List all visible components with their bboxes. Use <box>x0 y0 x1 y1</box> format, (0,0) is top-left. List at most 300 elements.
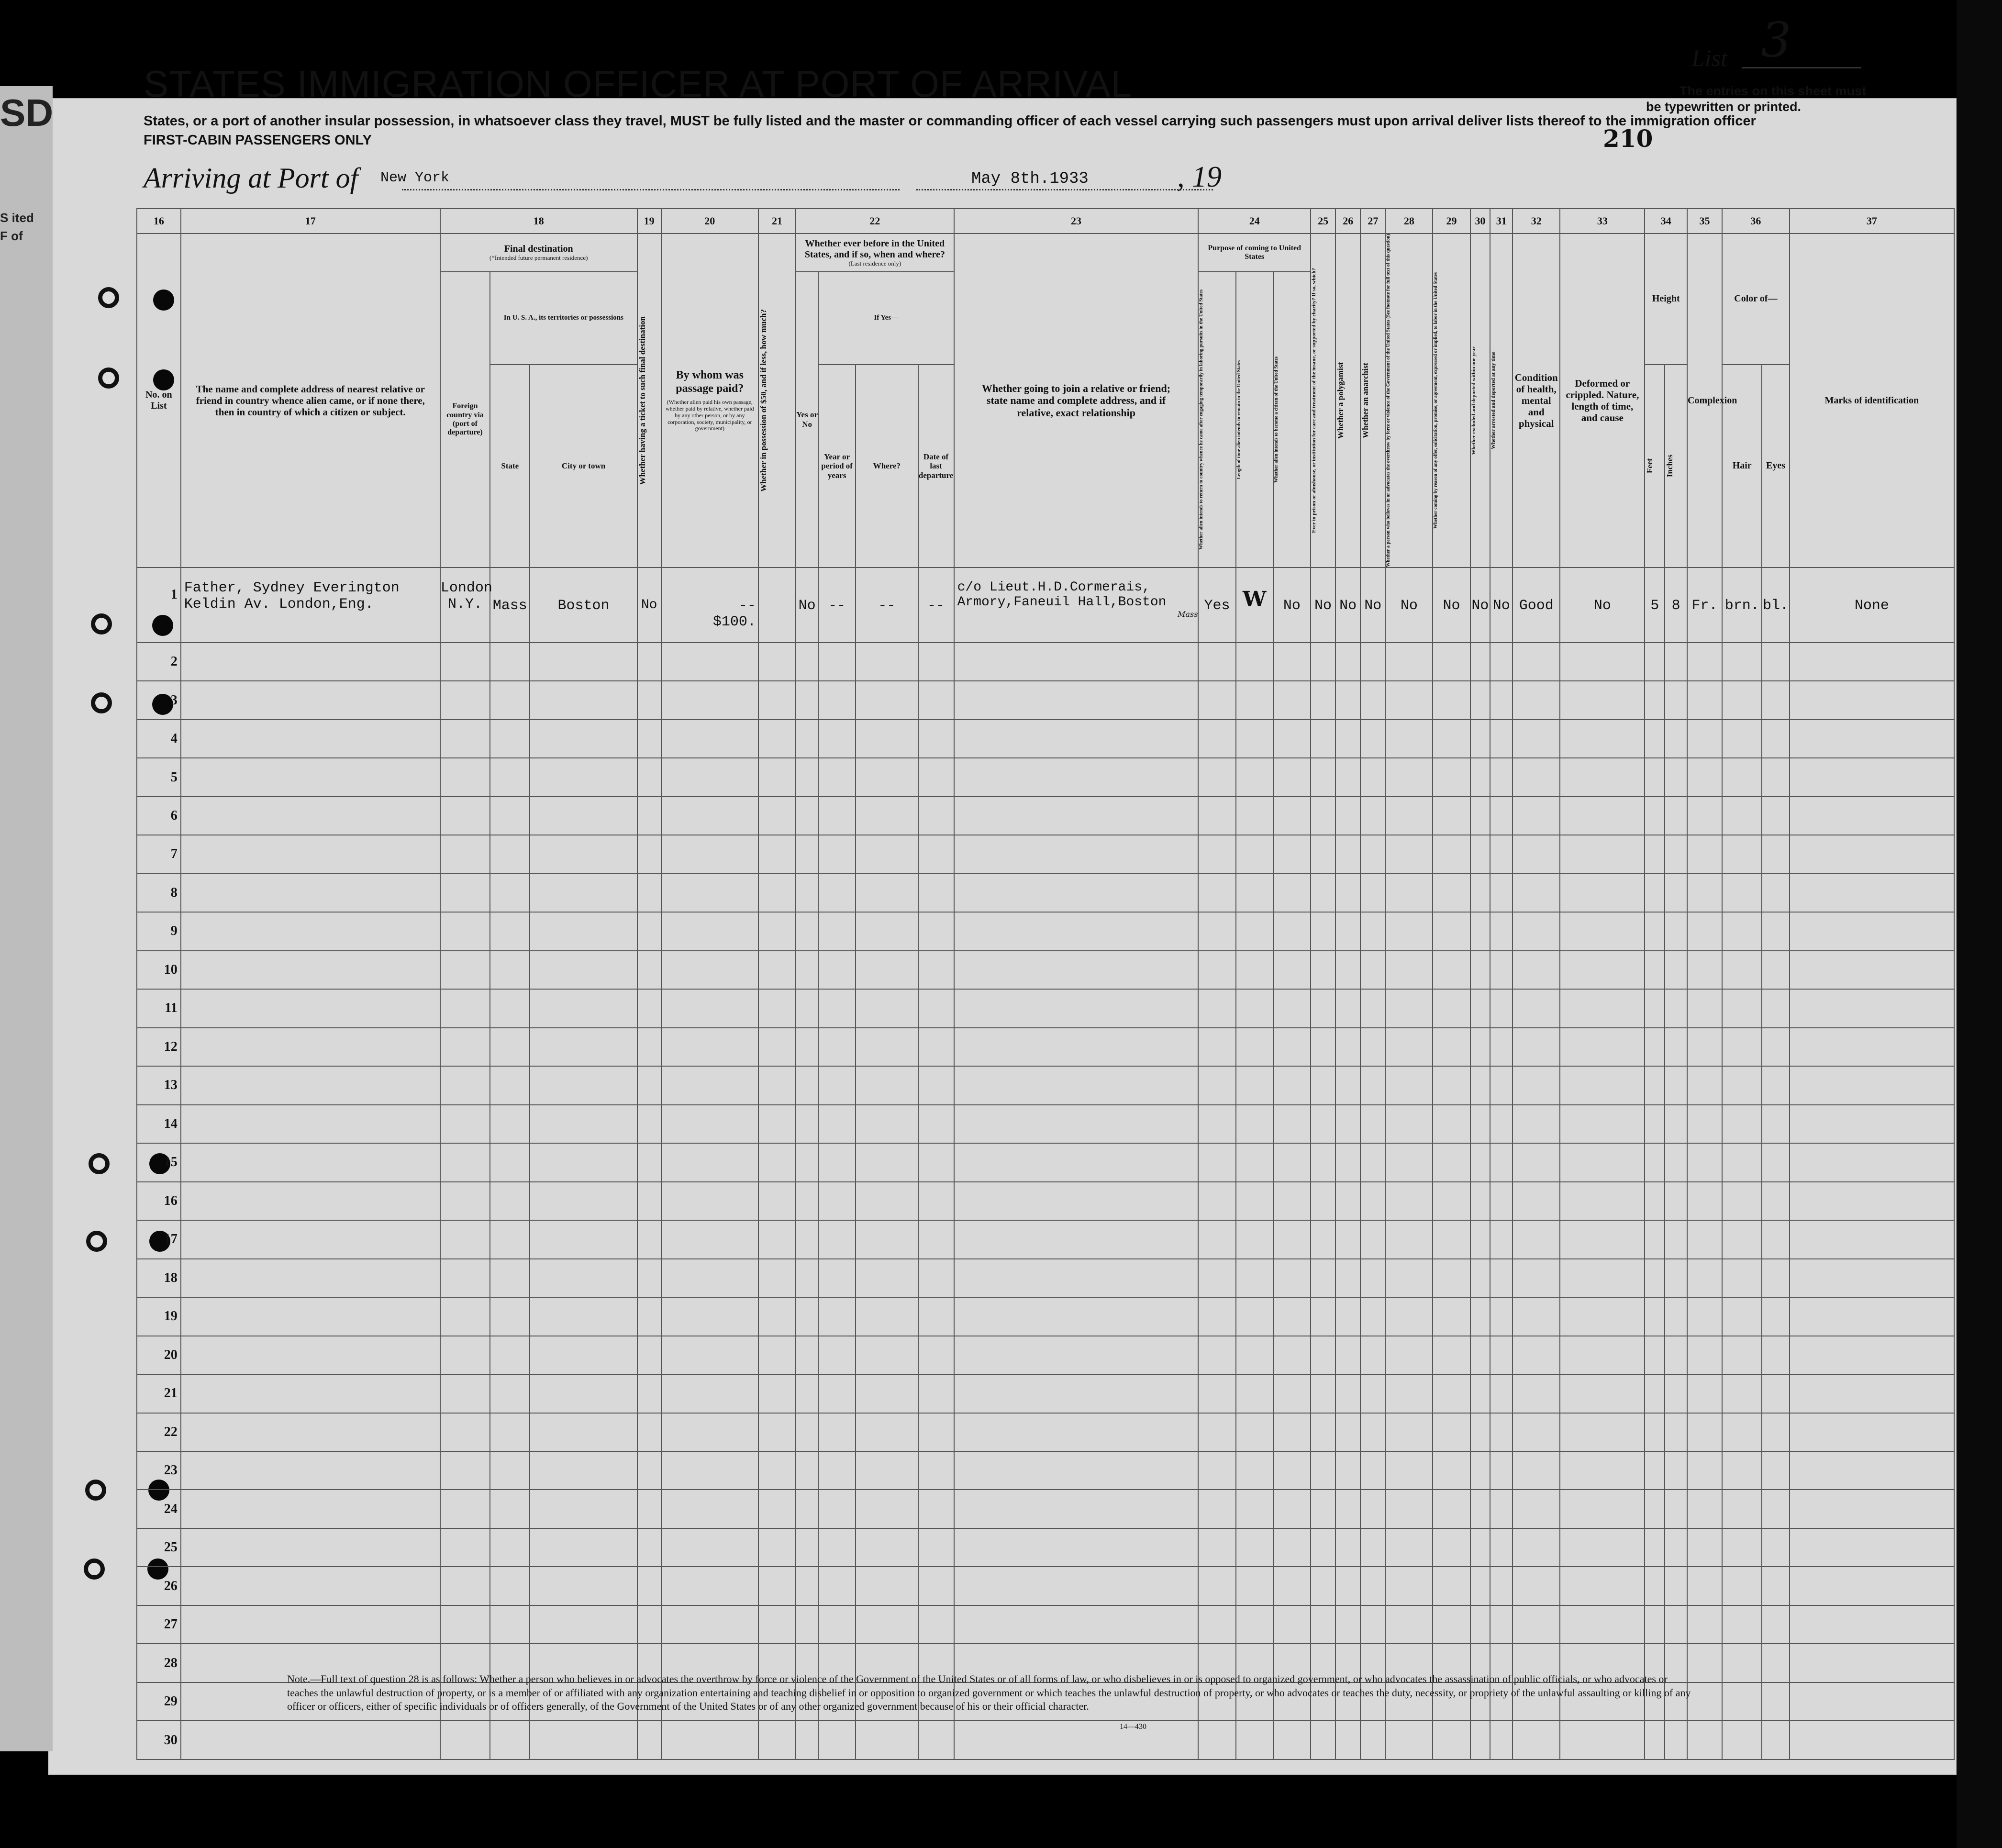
empty-cell <box>1762 1605 1789 1644</box>
money-value: $100. <box>712 614 756 631</box>
empty-cell <box>637 720 661 758</box>
col-31-header <box>1490 234 1513 568</box>
empty-cell <box>1385 835 1433 873</box>
empty-cell <box>758 1567 796 1605</box>
empty-cell <box>954 681 1199 719</box>
col-26-header <box>1335 234 1360 568</box>
empty-cell <box>440 1297 490 1336</box>
line-number: 6 <box>137 797 181 835</box>
empty-cell <box>1385 1605 1433 1644</box>
empty-cell <box>1433 797 1470 835</box>
empty-cell <box>856 989 918 1027</box>
empty-cell <box>856 1220 918 1258</box>
empty-cell <box>1273 951 1311 989</box>
empty-cell <box>1722 1644 1762 1682</box>
empty-cell <box>1722 1413 1762 1451</box>
empty-cell <box>1645 1490 1665 1528</box>
empty-cell <box>1236 1028 1273 1066</box>
empty-cell <box>637 1490 661 1528</box>
empty-cell <box>490 1451 530 1490</box>
col-22-title: Whether ever before in the United States, and if so, when and where? <box>804 238 945 260</box>
empty-cell <box>490 951 530 989</box>
empty-cell <box>637 1451 661 1490</box>
empty-cell <box>856 1567 918 1605</box>
empty-cell <box>1687 1374 1722 1413</box>
page-title: STATES IMMIGRATION OFFICER AT PORT OF ARRIVAL <box>144 63 1133 105</box>
empty-cell <box>758 758 796 796</box>
empty-cell <box>661 1567 758 1605</box>
empty-cell <box>1762 1182 1789 1220</box>
paid-by-cell <box>661 568 758 643</box>
col-19-text: Whether having a ticket to such final destination <box>637 316 647 485</box>
empty-cell <box>796 1374 818 1413</box>
empty-cell <box>1198 1297 1235 1336</box>
citizen-cell: No <box>1273 568 1311 643</box>
empty-cell <box>1360 1297 1385 1336</box>
empty-cell <box>954 951 1199 989</box>
empty-cell <box>1198 1721 1235 1759</box>
empty-cell <box>1273 874 1311 912</box>
col-num-31: 31 <box>1490 209 1513 234</box>
empty-cell <box>1236 1605 1273 1644</box>
table-row <box>137 1143 1954 1181</box>
empty-cell <box>1433 1374 1470 1413</box>
empty-cell <box>1433 1490 1470 1528</box>
empty-cell <box>181 1528 440 1567</box>
empty-cell <box>796 1336 818 1374</box>
col-36-header: Color of— <box>1722 234 1790 365</box>
empty-cell <box>637 1336 661 1374</box>
col-22-where-header: Where? <box>856 365 918 568</box>
empty-cell <box>856 1259 918 1297</box>
empty-cell <box>1560 874 1645 912</box>
empty-cell <box>1273 912 1311 950</box>
empty-cell <box>818 1605 856 1644</box>
empty-cell <box>1236 720 1273 758</box>
empty-cell <box>918 1028 954 1066</box>
empty-cell <box>637 989 661 1027</box>
empty-cell <box>918 1374 954 1413</box>
empty-cell <box>1645 1374 1665 1413</box>
empty-cell <box>530 1182 637 1220</box>
col-23-header: Whether going to join a relative or friend; state name and complete address, and if relative, exact relationship <box>954 234 1199 568</box>
empty-cell <box>1360 1374 1385 1413</box>
empty-cell <box>1335 951 1360 989</box>
empty-cell <box>1762 1567 1789 1605</box>
empty-cell <box>1311 1028 1335 1066</box>
col-22-ifyes-header: If Yes— <box>818 272 954 365</box>
empty-cell <box>1790 1066 1954 1104</box>
empty-cell <box>637 1066 661 1104</box>
empty-cell <box>758 1220 796 1258</box>
line-number: 23 <box>137 1451 181 1490</box>
empty-cell <box>1665 1143 1687 1181</box>
empty-cell <box>1687 1182 1722 1220</box>
col-22-yesno-header: Yes or No <box>796 272 818 568</box>
empty-cell <box>918 1143 954 1181</box>
empty-cell <box>796 1451 818 1490</box>
empty-cell <box>1645 1336 1665 1374</box>
empty-cell <box>181 1105 440 1143</box>
empty-cell <box>818 1143 856 1181</box>
empty-cell <box>1722 874 1762 912</box>
empty-cell <box>1360 1567 1385 1605</box>
empty-cell <box>1236 797 1273 835</box>
arrested-cell: No <box>1490 568 1513 643</box>
empty-cell <box>1490 758 1513 796</box>
empty-cell <box>1311 1490 1335 1528</box>
empty-cell <box>1273 681 1311 719</box>
empty-cell <box>661 1374 758 1413</box>
empty-cell <box>1687 1605 1722 1644</box>
col-num-36: 36 <box>1722 209 1790 234</box>
empty-cell <box>1687 681 1722 719</box>
binder-hole <box>91 613 112 635</box>
empty-cell <box>796 797 818 835</box>
empty-cell <box>1513 1220 1560 1258</box>
empty-cell <box>1722 681 1762 719</box>
empty-cell <box>1790 1182 1954 1220</box>
empty-cell <box>1335 1182 1360 1220</box>
empty-cell <box>440 951 490 989</box>
col-22-note: (Last residence only) <box>848 259 901 267</box>
empty-cell <box>1198 835 1235 873</box>
empty-cell <box>856 1336 918 1374</box>
empty-cell <box>1645 951 1665 989</box>
col-27-text: Whether an anarchist <box>1361 362 1370 439</box>
empty-cell <box>1198 1066 1235 1104</box>
empty-cell <box>1687 1297 1722 1336</box>
table-row <box>137 1567 1954 1605</box>
empty-cell <box>1665 720 1687 758</box>
empty-cell <box>1762 874 1789 912</box>
table-row <box>137 1605 1954 1644</box>
empty-cell <box>661 643 758 681</box>
empty-cell <box>661 1451 758 1490</box>
empty-cell <box>1560 912 1645 950</box>
empty-cell <box>1790 1528 1954 1567</box>
empty-cell <box>1198 1451 1235 1490</box>
line-number: 10 <box>137 951 181 989</box>
empty-cell <box>1762 1528 1789 1567</box>
empty-cell <box>1645 989 1665 1027</box>
empty-cell <box>490 1413 530 1451</box>
empty-cell <box>1560 1105 1645 1143</box>
empty-cell <box>1687 835 1722 873</box>
empty-cell <box>1762 681 1789 719</box>
empty-cell <box>530 1605 637 1644</box>
empty-cell <box>1335 720 1360 758</box>
empty-cell <box>1433 720 1470 758</box>
col-24c-header <box>1273 272 1311 568</box>
empty-cell <box>1385 912 1433 950</box>
col-36-hair-header: Hair <box>1722 365 1762 568</box>
empty-cell <box>1687 1490 1722 1528</box>
empty-cell <box>1360 1259 1385 1297</box>
empty-cell <box>1273 1143 1311 1181</box>
empty-cell <box>818 874 856 912</box>
empty-cell <box>1385 1528 1433 1567</box>
empty-cell <box>1790 1451 1954 1490</box>
empty-cell <box>1311 1605 1335 1644</box>
empty-cell <box>1433 1721 1470 1759</box>
empty-cell <box>1790 1105 1954 1143</box>
empty-cell <box>796 1528 818 1567</box>
col-num-16: 16 <box>137 209 181 234</box>
empty-cell <box>1311 1528 1335 1567</box>
col-18-state-header: State <box>490 365 530 568</box>
col-22-year-header: Year or period of years <box>818 365 856 568</box>
empty-cell <box>758 1336 796 1374</box>
empty-cell <box>1790 1644 1954 1682</box>
empty-cell <box>1645 1182 1665 1220</box>
empty-cell <box>818 1066 856 1104</box>
paid-by-value: -- <box>738 598 756 614</box>
empty-cell <box>440 1413 490 1451</box>
empty-cell <box>530 1259 637 1297</box>
empty-cell <box>1360 1066 1385 1104</box>
empty-cell <box>1273 720 1311 758</box>
empty-cell <box>490 1259 530 1297</box>
empty-cell <box>1560 758 1645 796</box>
entries-note-2: be typewritten or printed. <box>1646 100 1802 114</box>
empty-cell <box>1360 1220 1385 1258</box>
empty-cell <box>1433 1297 1470 1336</box>
empty-cell <box>181 1143 440 1181</box>
empty-cell <box>530 951 637 989</box>
empty-cell <box>1665 874 1687 912</box>
empty-cell <box>818 1528 856 1567</box>
empty-cell <box>1722 1066 1762 1104</box>
line-number: 15 <box>137 1143 181 1181</box>
empty-cell <box>490 1220 530 1258</box>
empty-cell <box>181 1413 440 1451</box>
empty-cell <box>181 1490 440 1528</box>
empty-cell <box>490 1143 530 1181</box>
empty-cell <box>1236 989 1273 1027</box>
length-cell: W <box>1236 568 1273 643</box>
marks-cell: None <box>1790 568 1954 643</box>
empty-cell <box>1360 1413 1385 1451</box>
empty-cell <box>1665 989 1687 1027</box>
empty-cell <box>1470 1105 1490 1143</box>
empty-cell <box>1470 1413 1490 1451</box>
line-number: 2 <box>137 643 181 681</box>
empty-cell <box>637 1143 661 1181</box>
table-row <box>137 681 1954 719</box>
page-subtitle: States, or a port of another insular possession, in whatsoever class they travel, MUST be fully listed and the master or commanding officer of each vessel carrying such passengers must upon arrival deliver lists thereof to the immigration officer <box>144 113 1756 129</box>
empty-cell <box>1560 681 1645 719</box>
empty-cell <box>1470 1028 1490 1066</box>
col-34-inches-text: Inches <box>1665 455 1675 478</box>
empty-cell <box>954 1336 1199 1374</box>
empty-cell <box>1335 1259 1360 1297</box>
empty-cell <box>796 1490 818 1528</box>
empty-cell <box>1335 1220 1360 1258</box>
empty-cell <box>1311 1297 1335 1336</box>
empty-cell <box>1490 643 1513 681</box>
empty-cell <box>490 720 530 758</box>
empty-cell <box>1490 1336 1513 1374</box>
empty-cell <box>1687 797 1722 835</box>
empty-cell <box>1433 1528 1470 1567</box>
empty-cell <box>1665 1297 1687 1336</box>
empty-cell <box>1513 1605 1560 1644</box>
empty-cell <box>1513 1105 1560 1143</box>
empty-cell <box>1722 1143 1762 1181</box>
col-24c-text: Whether alien intends to become a citizen of the United States <box>1273 356 1279 483</box>
empty-cell <box>181 1605 440 1644</box>
empty-cell <box>1335 912 1360 950</box>
empty-cell <box>1433 951 1470 989</box>
empty-cell <box>1645 1528 1665 1567</box>
empty-cell <box>1335 1297 1360 1336</box>
empty-cell <box>1236 874 1273 912</box>
empty-cell <box>1198 643 1235 681</box>
binder-hole <box>98 287 119 308</box>
empty-cell <box>818 1105 856 1143</box>
empty-cell <box>918 1490 954 1528</box>
empty-cell <box>1236 1721 1273 1759</box>
empty-cell <box>1490 1220 1513 1258</box>
empty-cell <box>1490 1490 1513 1528</box>
empty-cell <box>1645 1259 1665 1297</box>
empty-cell <box>1490 1605 1513 1644</box>
empty-cell <box>1687 1336 1722 1374</box>
empty-cell <box>661 1066 758 1104</box>
empty-cell <box>1385 1721 1433 1759</box>
empty-cell <box>1762 1721 1789 1759</box>
empty-cell <box>637 835 661 873</box>
line-number: 9 <box>137 912 181 950</box>
binder-hole <box>85 1480 106 1501</box>
empty-cell <box>1687 1259 1722 1297</box>
empty-cell <box>1198 1028 1235 1066</box>
empty-cell <box>1385 1451 1433 1490</box>
empty-cell <box>1198 758 1235 796</box>
polygamist-cell: No <box>1335 568 1360 643</box>
empty-cell <box>1360 874 1385 912</box>
empty-cell <box>954 1567 1199 1605</box>
line-number: 5 <box>137 758 181 796</box>
empty-cell <box>1273 1297 1311 1336</box>
empty-cell <box>1722 1105 1762 1143</box>
empty-cell <box>796 1259 818 1297</box>
empty-cell <box>1433 1605 1470 1644</box>
col-20-header <box>661 234 758 568</box>
empty-cell <box>530 1066 637 1104</box>
empty-cell <box>440 720 490 758</box>
empty-cell <box>1236 1066 1273 1104</box>
empty-cell <box>1513 1374 1560 1413</box>
foreign-port: London <box>440 580 492 597</box>
col-num-34: 34 <box>1645 209 1687 234</box>
empty-cell <box>1560 1451 1645 1490</box>
empty-cell <box>530 720 637 758</box>
empty-cell <box>1645 1451 1665 1490</box>
empty-cell <box>1236 951 1273 989</box>
col-34-feet-text: Feet <box>1645 458 1655 474</box>
empty-cell <box>1470 758 1490 796</box>
empty-cell <box>818 1336 856 1374</box>
empty-cell <box>796 874 818 912</box>
empty-cell <box>1311 835 1335 873</box>
empty-cell <box>1433 874 1470 912</box>
empty-cell <box>1560 1066 1645 1104</box>
empty-cell <box>1513 1259 1560 1297</box>
empty-cell <box>181 1451 440 1490</box>
empty-cell <box>490 1490 530 1528</box>
empty-cell <box>1560 797 1645 835</box>
empty-cell <box>1513 1066 1560 1104</box>
arriving-label: Arriving at Port of <box>144 162 358 194</box>
col-21-text: Whether in possession of $50, and if less, how much? <box>758 309 768 492</box>
empty-cell <box>1236 1336 1273 1374</box>
empty-cell <box>1236 835 1273 873</box>
empty-cell <box>1513 643 1560 681</box>
empty-cell <box>856 1374 918 1413</box>
port-value: New York <box>380 170 450 186</box>
empty-cell <box>490 758 530 796</box>
foreign-cell <box>440 568 490 643</box>
empty-cell <box>1513 1028 1560 1066</box>
empty-cell <box>530 1220 637 1258</box>
empty-cell <box>440 1220 490 1258</box>
empty-cell <box>1687 1066 1722 1104</box>
empty-cell <box>1470 643 1490 681</box>
empty-cell <box>1311 912 1335 950</box>
empty-cell <box>1490 720 1513 758</box>
empty-cell <box>1722 1490 1762 1528</box>
empty-cell <box>1385 1143 1433 1181</box>
empty-cell <box>1433 1028 1470 1066</box>
empty-cell <box>1490 1259 1513 1297</box>
col-18-foreign-header: Foreign country via (port of departure) <box>440 272 490 568</box>
passenger-class: FIRST-CABIN PASSENGERS ONLY <box>144 133 372 148</box>
empty-cell <box>1513 1490 1560 1528</box>
empty-cell <box>1645 1297 1665 1336</box>
empty-cell <box>1198 1336 1235 1374</box>
col-30-text: Whether excluded and deported within one year <box>1470 346 1477 455</box>
empty-cell <box>440 1567 490 1605</box>
empty-cell <box>1490 1567 1513 1605</box>
empty-cell <box>1790 989 1954 1027</box>
empty-cell <box>1665 835 1687 873</box>
empty-cell <box>1513 912 1560 950</box>
empty-cell <box>1687 1143 1722 1181</box>
empty-cell <box>1385 1413 1433 1451</box>
empty-cell <box>1762 989 1789 1027</box>
empty-cell <box>1335 1374 1360 1413</box>
empty-cell <box>918 1259 954 1297</box>
empty-cell <box>1335 1605 1360 1644</box>
empty-cell <box>1470 1259 1490 1297</box>
col-num-29: 29 <box>1433 209 1470 234</box>
empty-cell <box>918 1105 954 1143</box>
empty-cell <box>530 681 637 719</box>
empty-cell <box>1311 1567 1335 1605</box>
years-cell: -- <box>818 568 856 643</box>
entries-note-1: The entries on this sheet must <box>1679 84 1867 98</box>
empty-cell <box>1665 1413 1687 1451</box>
empty-cell <box>1645 643 1665 681</box>
empty-cell <box>1645 1143 1665 1181</box>
binder-hole <box>86 1231 107 1252</box>
empty-cell <box>1311 797 1335 835</box>
binder-hole <box>89 1153 110 1174</box>
empty-cell <box>661 1490 758 1528</box>
empty-cell <box>758 1374 796 1413</box>
